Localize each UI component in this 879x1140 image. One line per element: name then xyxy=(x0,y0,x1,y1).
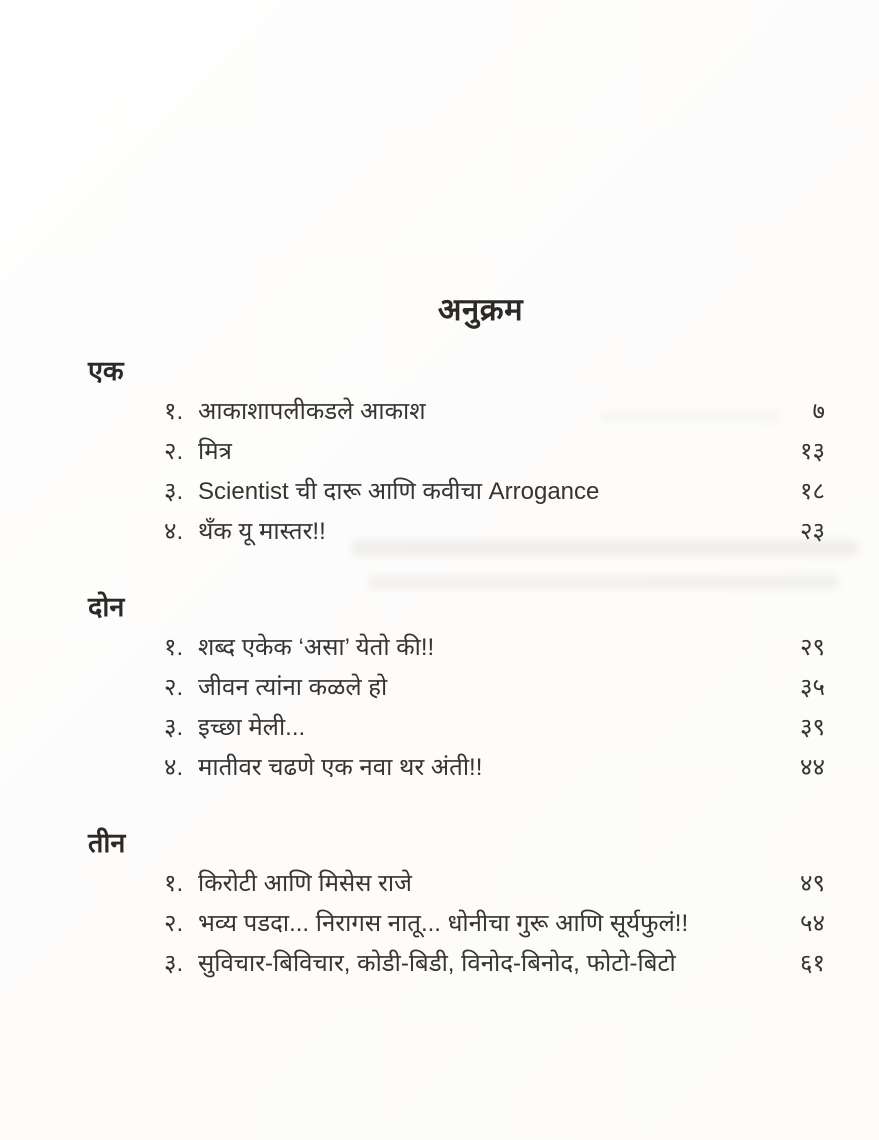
entry-title: सुविचार-बिविचार, कोडी-बिडी, विनोद-बिनोद, फोटो-बिटो xyxy=(198,950,676,977)
entry-title: मातीवर चढणे एक नवा थर अंती!! xyxy=(198,754,483,781)
section-heading: एक xyxy=(88,356,124,386)
entry-title: Scientist ची दारू आणि कवीचा Arrogance xyxy=(198,478,600,505)
entry-page-number: ४९ xyxy=(800,870,825,897)
entry-page-number: ३५ xyxy=(800,674,825,701)
entry-number: ३. xyxy=(164,478,184,505)
toc-entry xyxy=(88,904,825,944)
toc-entry xyxy=(88,864,825,904)
toc-entry xyxy=(88,392,825,432)
section-heading: दोन xyxy=(88,592,125,622)
entry-title: जीवन त्यांना कळले हो xyxy=(198,674,388,701)
entry-page-number: ७ xyxy=(812,398,825,425)
toc-sections xyxy=(88,354,825,984)
entry-number: १. xyxy=(164,398,184,425)
entry-number: ४. xyxy=(164,518,184,545)
entry-number: २. xyxy=(164,910,184,937)
entry-page-number: १३ xyxy=(800,438,825,465)
entry-title: किरोटी आणि मिसेस राजे xyxy=(198,870,412,897)
section-heading: तीन xyxy=(88,828,126,858)
entry-number: ३. xyxy=(164,714,184,741)
toc-entry xyxy=(88,708,825,748)
entry-title: भव्य पडदा... निरागस नातू... धोनीचा गुरू आणि सूर्यफुलं!! xyxy=(198,910,689,937)
toc-entry xyxy=(88,432,825,472)
entry-title: शब्द एकेक ‘असा’ येतो की!! xyxy=(198,634,435,661)
toc-entry xyxy=(88,668,825,708)
entry-page-number: ५४ xyxy=(800,910,825,937)
entry-page-number: ६१ xyxy=(800,950,825,977)
toc-section xyxy=(88,354,825,552)
entry-number: १. xyxy=(164,634,184,661)
toc-entry xyxy=(88,748,825,788)
entry-page-number: ४४ xyxy=(800,754,825,781)
section-rows xyxy=(88,864,825,984)
section-rows xyxy=(88,628,825,788)
section-rows xyxy=(88,392,825,552)
toc-section xyxy=(88,826,825,984)
entry-number: ३. xyxy=(164,950,184,977)
toc-entry xyxy=(88,512,825,552)
toc-entry xyxy=(88,472,825,512)
entry-page-number: ३९ xyxy=(800,714,825,741)
toc-content xyxy=(88,288,825,984)
entry-title: थँक यू मास्तर!! xyxy=(198,518,326,545)
toc-section xyxy=(88,590,825,788)
toc-entry xyxy=(88,628,825,668)
entry-page-number: २९ xyxy=(800,634,825,661)
entry-title: आकाशापलीकडले आकाश xyxy=(198,398,426,425)
toc-entry xyxy=(88,944,825,984)
entry-title: मित्र xyxy=(198,438,232,465)
entry-number: २. xyxy=(164,674,184,701)
entry-title: इच्छा मेली... xyxy=(198,714,306,741)
entry-number: १. xyxy=(164,870,184,897)
page-title: अनुक्रम xyxy=(437,292,524,327)
entry-page-number: १८ xyxy=(800,478,825,505)
entry-number: ४. xyxy=(164,754,184,781)
entry-number: २. xyxy=(164,438,184,465)
entry-page-number: २३ xyxy=(800,518,825,545)
